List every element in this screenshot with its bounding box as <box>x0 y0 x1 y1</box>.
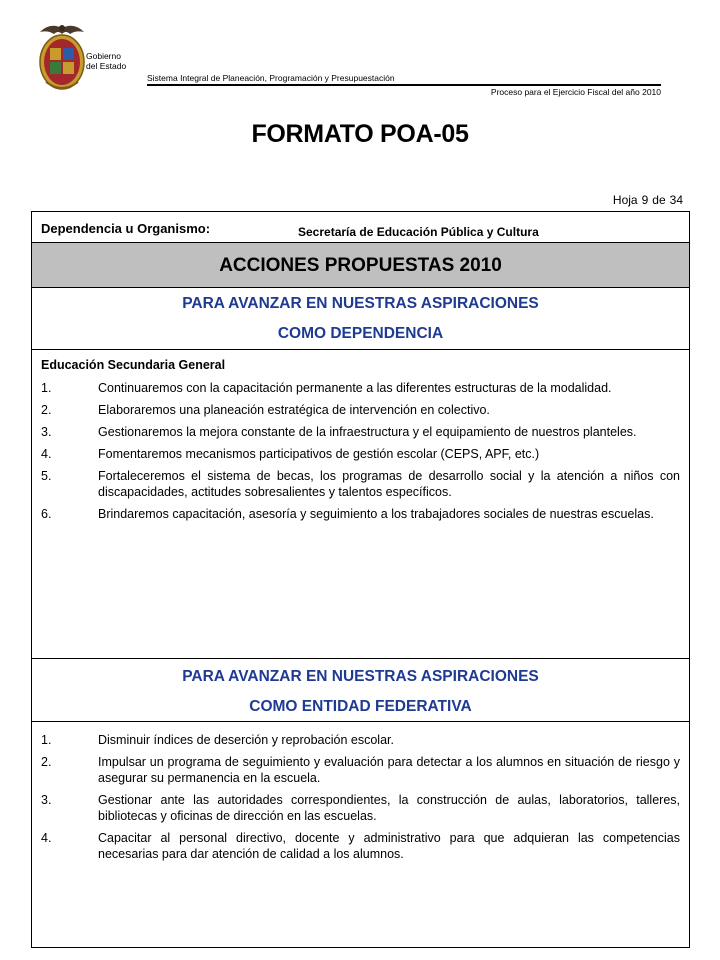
item-text: Fortaleceremos el sistema de becas, los programas de desarrollo social y la atención a niños con discapacidades, actitudes sobresalientes y talentos específicos. <box>98 469 680 499</box>
list-item <box>41 424 680 440</box>
header-divider <box>147 84 661 86</box>
item-text: Gestionaremos la mejora constante de la infraestructura y el equipamiento de nuestros planteles. <box>98 425 637 439</box>
item-text: Gestionar ante las autoridades correspondientes, la construcción de aulas, laboratorios, talleres, bibliotecas y oficinas de dirección en las escuelas. <box>98 793 680 823</box>
list-item <box>41 380 680 396</box>
system-title: Sistema Integral de Planeación, Programación y Presupuestación <box>147 73 395 83</box>
section1-subheading: Educación Secundaria General <box>41 358 226 372</box>
item-number: 2. <box>41 403 52 417</box>
page-current: 9 <box>641 193 649 207</box>
list-item <box>41 830 680 862</box>
list-item <box>41 732 680 748</box>
section2-heading <box>32 659 689 722</box>
gobierno-del-estado-label <box>86 51 126 71</box>
section1-heading <box>32 288 689 350</box>
list-item <box>41 402 680 418</box>
state-coat-of-arms-logo <box>36 18 88 96</box>
list-item <box>41 792 680 824</box>
item-text: Continuaremos con la capacitación permanente a las diferentes estructuras de la modalidad. <box>98 381 612 395</box>
item-number: 1. <box>41 733 52 747</box>
item-number: 6. <box>41 507 52 521</box>
acciones-header: ACCIONES PROPUESTAS 2010 <box>219 255 502 276</box>
section1-heading-line1: PARA AVANZAR EN NUESTRAS ASPIRACIONES <box>182 295 539 312</box>
item-text: Elaboraremos una planeación estratégica de intervención en colectivo. <box>98 403 490 417</box>
section2-action-list <box>41 732 680 868</box>
item-text: Disminuir índices de deserción y reprobación escolar. <box>98 733 394 747</box>
item-number: 3. <box>41 425 52 439</box>
item-text: Fomentaremos mecanismos participativos de gestión escolar (CEPS, APF, etc.) <box>98 447 540 461</box>
list-item <box>41 754 680 786</box>
dependencia-row <box>32 212 689 243</box>
item-number: 5. <box>41 469 52 483</box>
page-label: Hoja <box>612 193 638 207</box>
page-total: 34 <box>669 193 683 207</box>
item-number: 3. <box>41 793 52 807</box>
section1-heading-line2: COMO DEPENDENCIA <box>277 325 444 342</box>
item-number: 4. <box>41 447 52 461</box>
dependencia-value: Secretaría de Educación Pública y Cultura <box>298 225 539 239</box>
section1-action-list <box>41 380 680 528</box>
acciones-header-row <box>32 243 689 288</box>
gobierno-line-2: del Estado <box>86 61 127 71</box>
section1-body <box>32 350 689 659</box>
page-title: FORMATO POA-05 <box>251 120 469 148</box>
item-text: Impulsar un programa de seguimiento y evaluación para detectar a los alumnos en situación de riesgo y asegurar su permanencia en la escuela. <box>98 755 680 785</box>
item-number: 2. <box>41 755 52 769</box>
page-of-label: de <box>652 193 666 207</box>
poa-form-frame <box>31 211 690 948</box>
fiscal-process-label: Proceso para el Ejercicio Fiscal del año 2010 <box>490 87 661 97</box>
gobierno-line-1: Gobierno <box>86 51 121 61</box>
dependencia-label: Dependencia u Organismo: <box>41 221 211 236</box>
list-item <box>41 506 680 522</box>
section2-heading-line2: COMO ENTIDAD FEDERATIVA <box>249 698 472 715</box>
item-number: 1. <box>41 381 52 395</box>
item-text: Capacitar al personal directivo, docente y administrativo para que adquieran las competencias necesarias para dar atención de calidad a los alumnos. <box>98 831 680 861</box>
list-item <box>41 468 680 500</box>
section2-body <box>32 722 689 948</box>
page-indicator <box>609 193 683 207</box>
list-item <box>41 446 680 462</box>
section2-heading-line1: PARA AVANZAR EN NUESTRAS ASPIRACIONES <box>182 668 539 685</box>
item-text: Brindaremos capacitación, asesoría y seguimiento a los trabajadores sociales de nuestras escuelas. <box>98 507 654 521</box>
item-number: 4. <box>41 831 52 845</box>
